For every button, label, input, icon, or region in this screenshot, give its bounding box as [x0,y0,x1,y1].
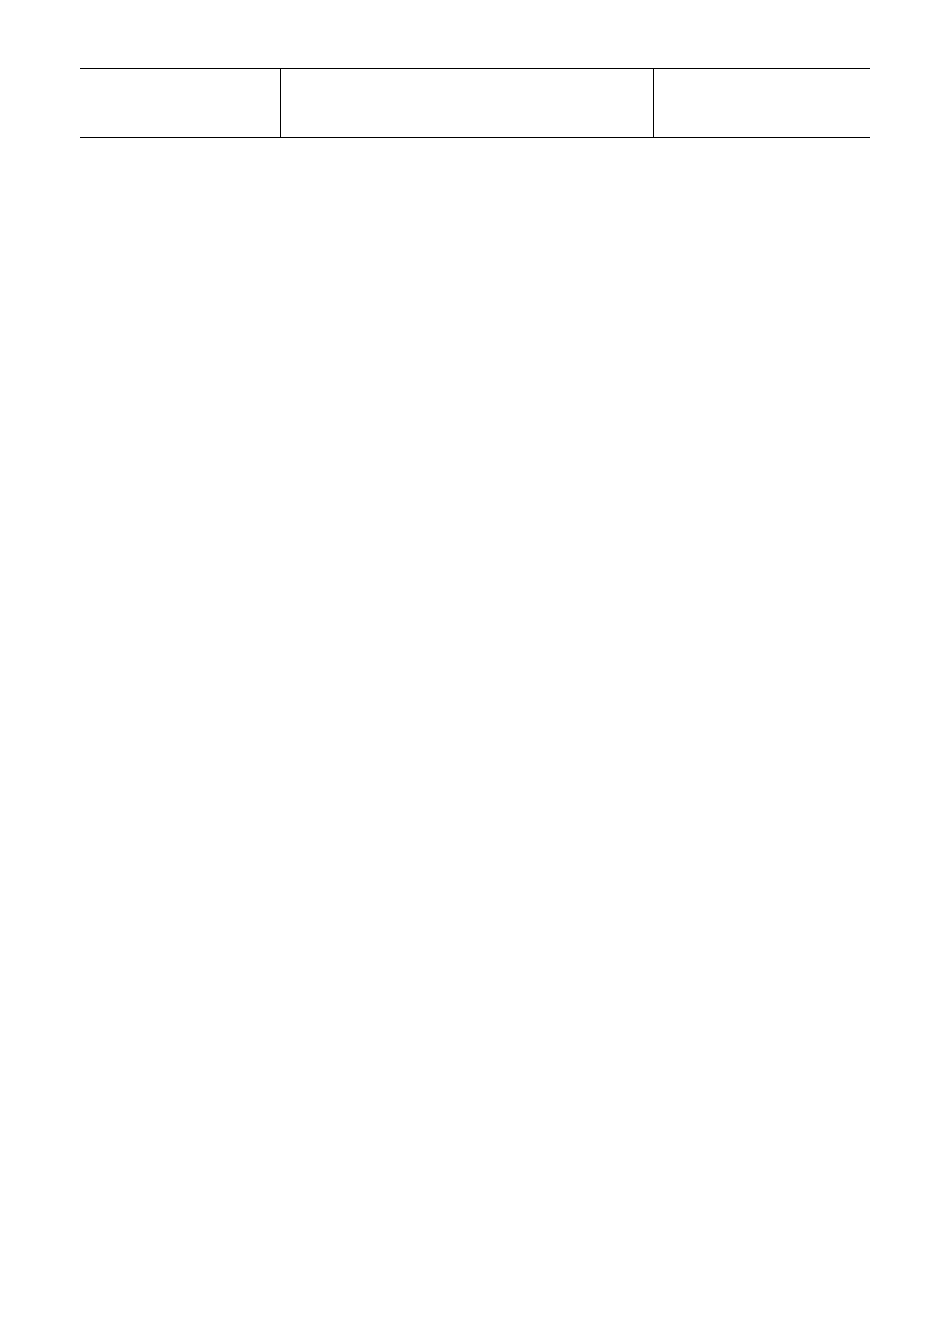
header-meta [80,69,281,137]
motto [281,69,654,137]
page-header [80,68,870,138]
page-indicator [654,69,870,137]
